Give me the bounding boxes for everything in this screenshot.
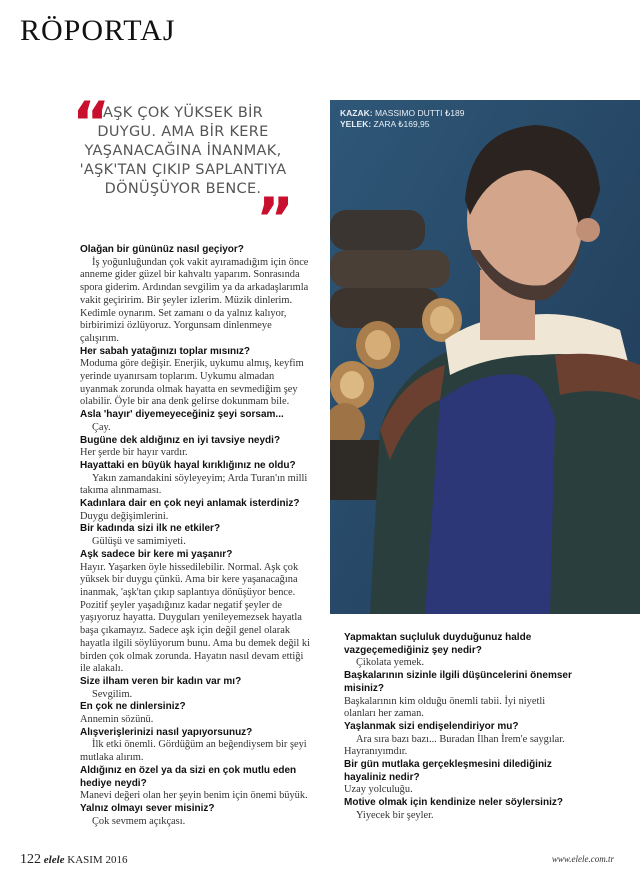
credit-label-sweater: KAZAK: [340, 108, 373, 118]
interview-answer: İlk etki önemli. Gördüğüm an beğendiysem bir şeyi mutlaka alırım. [80, 739, 307, 764]
close-quote-icon: ” [255, 185, 294, 253]
open-quote-icon: “ [72, 89, 111, 157]
interview-answer: Yiyecek bir şeyler. [356, 809, 434, 821]
interview-question: Yapmaktan suçluluk duyduğunuz halde vazgeçemediğiniz şey nedir? [344, 632, 532, 656]
interview-question: Hayattaki en büyük hayal kırıklığınız ne oldu? [80, 459, 296, 471]
magazine-brand: elele [43, 854, 65, 866]
interview-question: Alışverişlerinizi nasıl yapıyorsunuz? [80, 726, 253, 738]
interview-answer: Başkalarının kim olduğu önemli tabii. İyi niyetli olanları her zaman. [344, 695, 546, 720]
interview-question: Aşk sadece bir kere mi yaşanır? [80, 548, 233, 560]
interview-answer: Duygu değişimlerini. [80, 510, 169, 522]
interview-answer: Ara sıra bazı bazı... Buradan İlhan İrem'e saygılar. Hayranıyımdır. [344, 733, 565, 758]
interview-question: Yaşlanmak sizi endişelendiriyor mu? [344, 720, 519, 732]
interview-answer: Moduma göre değişir. Enerjik, uykumu almış, keyfim yerinde uyanırsam toplarım. Uykumu almadan uyanmak zorunda olmak hayatta en sevmediğim şey olabilir. Öyle bir ana denk gelirse dokunmam bile. [80, 358, 304, 408]
interview-answer: Hayır. Yaşarken öyle hissedilebilir. Normal. Aşk çok yüksek bir duygu çünkü. Ama bir kere yaşanacağına inanmak, 'aşk'tan çıkıp saplantıya dönüşüyor bence. Pozitif şeyler yaşadığınız kadar negatif şeyler de yaşıyoruz hayatta. Duyguları yenileyemezsek hayatla başa çıkamayız. Sadece aşk için değil genel olarak hayatla ilgili söylüyorum bunu. Ama bu demek değil ki birden çok olmak zorunda. Hayatın nasıl devam ettiği ile alakalı. [80, 561, 311, 675]
magazine-website: www.elele.com.tr [551, 854, 614, 864]
interview-question: Asla 'hayır' diyemeyeceğiniz şeyi sorsam... [80, 409, 284, 421]
interview-question: Bir gün mutlaka gerçekleşmesini dilediğiniz hayaliniz nedir? [344, 759, 552, 783]
interview-answer: Çay. [92, 421, 111, 433]
interview-column-right [344, 632, 574, 823]
interview-question: Olağan bir gününüz nasıl geçiyor? [80, 244, 244, 255]
interview-question: Motive olmak için kendinize neler söylersiniz? [344, 797, 563, 809]
interview-question: Her sabah yatağınızı toplar mısınız? [80, 345, 251, 357]
interview-question: Aldığınız en özel ya da sizi en çok mutlu eden hediye neydi? [80, 764, 297, 789]
page-number: 122 [20, 852, 41, 867]
interview-answer: Yakın zamandakini söyleyeyim; Arda Turan'ın milli takıma alınmaması. [80, 472, 308, 497]
interview-question: Başkalarının sizinle ilgili düşüncelerini önemser misiniz? [344, 670, 572, 694]
interview-answer: Çok sevmem açıkçası. [92, 815, 186, 827]
interview-question: En çok ne dinlersiniz? [80, 701, 186, 713]
section-title: RÖPORTAJ [20, 14, 176, 47]
portrait-photo [330, 100, 640, 614]
interview-answer: Manevi değeri olan her şeyin benim için önemi büyük. [80, 790, 308, 802]
interview-answer: Her şerde bir hayır vardır. [80, 447, 188, 459]
interview-column-left [80, 244, 312, 828]
interview-question: Yalnız olmayı sever misiniz? [80, 802, 215, 814]
interview-answer: Sevgilim. [92, 688, 133, 700]
interview-question: Size ilham veren bir kadın var mı? [80, 675, 242, 687]
interview-answer: Uzay yolculuğu. [344, 784, 413, 796]
interview-answer: Çikolata yemek. [356, 657, 425, 669]
credit-label-vest: YELEK: [340, 119, 372, 129]
portrait-illustration [330, 100, 640, 614]
issue-date: KASIM 2016 [67, 854, 128, 866]
interview-answer: İş yoğunluğundan çok vakit ayıramadığım için önce anneme gider güzel bir kahvaltı yaparım. Sonrasında spora giderim. Ardından sevgilim ya da arkadaşlarımla vakit geçiririm. Bir şeyler izlerim. Müzik dinlerim. Kedimle oynarım. Set zamanı o da yalnız kalıyor, birbirimizi özlüyoruz. Yorgunsam dinlenmeye çalışırım. [80, 256, 309, 344]
interview-question: Bir kadında sizi ilk ne etkiler? [80, 523, 221, 535]
page-footer-left [20, 852, 127, 868]
interview-question: Bugüne dek aldığınız en iyi tavsiye neydi? [80, 434, 281, 446]
interview-answer: Annemin sözünü. [80, 714, 154, 726]
credit-value-sweater: MASSIMO DUTTI ₺189 [374, 108, 465, 118]
credit-value-vest: ZARA ₺169,95 [373, 119, 430, 129]
pull-quote-text: AŞK ÇOK YÜKSEK BİR DUYGU. AMA BİR KERE YAŞANACAĞINA İNANMAK, 'AŞK'TAN ÇIKIP SAPLANTIYA DÖNÜŞÜYOR BENCE. [79, 105, 287, 197]
photo-credits [340, 108, 464, 130]
interview-question: Kadınlara dair en çok neyi anlamak isterdiniz? [80, 498, 300, 510]
interview-answer: Gülüşü ve samimiyeti. [92, 536, 186, 548]
